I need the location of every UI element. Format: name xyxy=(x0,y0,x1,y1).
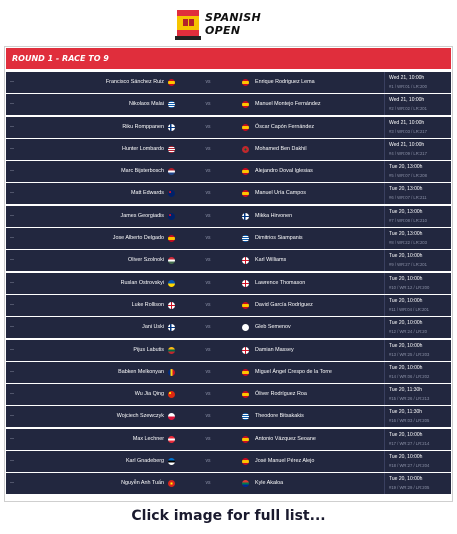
player-2-name: Dimitrios Siampanis xyxy=(255,235,303,242)
player-1-name: Jose Alberto Delgado xyxy=(112,235,164,242)
match-time: Tue 20, 10:00h xyxy=(389,297,423,304)
match-row[interactable] xyxy=(6,228,451,249)
match-info xyxy=(384,94,451,115)
match-meta: #5 / WR:07 / LR:208 xyxy=(389,173,427,179)
logo-wordmark xyxy=(205,11,261,37)
match-meta: #16 / WR:03 / LR:205 xyxy=(389,418,430,424)
player-1-name: Riku Romppanen xyxy=(122,123,164,130)
match-row[interactable] xyxy=(6,340,451,361)
score-cell: -- xyxy=(10,413,14,420)
china-flag-icon xyxy=(168,391,175,398)
lithuania-flag-icon xyxy=(168,347,175,354)
player-2-name: Antonio Vázquez Seoane xyxy=(255,435,316,442)
match-time: Tue 20, 10:00h xyxy=(389,275,423,282)
vs-label: vs xyxy=(205,368,211,375)
match-row[interactable] xyxy=(6,161,451,182)
match-meta: #14 / WR:06 / LR:202 xyxy=(389,373,430,379)
match-row[interactable] xyxy=(6,183,451,204)
draw-frame[interactable] xyxy=(4,46,453,502)
greece-flag-icon xyxy=(242,235,249,242)
player-2-name: Miguel Ángel Crespo de la Torre xyxy=(255,368,332,375)
player-2-name: Mikka Hirvonen xyxy=(255,212,293,219)
match-row[interactable] xyxy=(6,295,451,316)
spain-flag-icon xyxy=(242,190,249,197)
player-2-name: Gleb Semenov xyxy=(255,324,291,331)
romania-flag-icon xyxy=(168,369,175,376)
match-time: Tue 20, 11:30h xyxy=(389,387,423,394)
match-info xyxy=(384,473,451,494)
match-info xyxy=(384,340,451,361)
player-1-name: Wojciech Szewczyk xyxy=(116,413,164,420)
vs-label: vs xyxy=(205,301,211,308)
match-time: Tue 20, 10:00h xyxy=(389,454,423,461)
score-cell: -- xyxy=(10,145,14,152)
player-2-name: Manuel Uría Campos xyxy=(255,190,306,197)
finland-flag-icon xyxy=(168,124,175,131)
score-cell: -- xyxy=(10,235,14,242)
player-2-name: Theodore Bitsakakis xyxy=(255,413,304,420)
match-row[interactable] xyxy=(6,317,451,338)
match-meta: #2 / WR:02 / LR:201 xyxy=(389,106,427,112)
score-cell: -- xyxy=(10,324,14,331)
vs-label: vs xyxy=(205,145,211,152)
score-cell: -- xyxy=(10,279,14,286)
match-list xyxy=(6,72,451,496)
match-info xyxy=(384,273,451,294)
ukraine-flag-icon xyxy=(168,280,175,287)
player-1-name: Nikolaos Malai xyxy=(128,101,164,108)
netherlands-flag-icon xyxy=(168,168,175,175)
vs-label: vs xyxy=(205,79,211,85)
australia-flag-icon xyxy=(168,190,175,197)
score-cell: -- xyxy=(10,168,14,175)
match-row[interactable] xyxy=(6,139,451,160)
player-1-name: Matt Edwards xyxy=(131,190,164,197)
match-meta: #7 / WR:08 / LR:210 xyxy=(389,217,427,223)
score-cell: -- xyxy=(10,458,14,465)
vs-label: vs xyxy=(205,279,211,286)
player-2-name: Óscar Capón Fernández xyxy=(255,123,315,130)
spain-flag-icon xyxy=(242,436,249,443)
spanish-flag-badge-icon xyxy=(175,10,201,40)
match-meta: #1 / WR:01 / LR:200 xyxy=(389,84,427,89)
match-info xyxy=(384,161,451,182)
vs-label: vs xyxy=(205,168,211,175)
spain-flag-icon xyxy=(242,168,249,175)
match-time: Tue 20, 13:00h xyxy=(389,208,423,215)
england-flag-icon xyxy=(242,347,249,354)
player-1-name: Hunter Lombardo xyxy=(122,145,164,152)
player-2-name: José Manuel Pérez Alejo xyxy=(255,458,315,465)
match-time: Wed 21, 10:00h xyxy=(389,97,425,104)
match-meta: #12 / WR:24 / LR:20 xyxy=(389,329,427,335)
match-time: Tue 20, 10:00h xyxy=(389,320,423,327)
score-cell: -- xyxy=(10,368,14,375)
player-1-name: Max Lechner xyxy=(132,435,164,442)
match-row[interactable] xyxy=(6,406,451,427)
england-flag-icon xyxy=(242,280,249,287)
player-1-name: Luke Rollison xyxy=(131,301,164,308)
match-info xyxy=(384,206,451,227)
player-1-name: Karl Gnadeberg xyxy=(125,458,164,465)
spain-flag-icon xyxy=(168,79,175,86)
match-time: Tue 20, 13:00h xyxy=(389,164,423,171)
australia-flag-icon xyxy=(168,213,175,220)
match-time: Tue 20, 11:30h xyxy=(389,409,423,416)
match-row[interactable] xyxy=(6,362,451,383)
match-time: Wed 21, 10:00h xyxy=(389,119,425,126)
match-info xyxy=(384,384,451,405)
south-africa-flag-icon xyxy=(242,480,249,487)
player-1-name: Nguyễn Anh Tuấn xyxy=(121,480,164,487)
player-2-name: Mohamed Ben Dakhil xyxy=(255,145,307,152)
match-meta: #8 / WR:22 / LR:203 xyxy=(389,240,427,246)
player-2-name: Enrique Rodriguez Lema xyxy=(255,79,315,85)
match-row[interactable] xyxy=(6,72,451,93)
match-meta: #3 / WR:03 / LR:217 xyxy=(389,128,427,134)
vs-label: vs xyxy=(205,324,211,331)
match-time: Tue 20, 10:00h xyxy=(389,364,423,371)
match-time: Wed 21, 10:00h xyxy=(389,75,425,81)
match-row[interactable] xyxy=(6,250,451,271)
finland-flag-icon xyxy=(242,213,249,220)
spanish-open-logo xyxy=(175,10,285,40)
spain-flag-icon xyxy=(242,391,249,398)
greece-flag-icon xyxy=(242,413,249,420)
score-cell: -- xyxy=(10,212,14,219)
player-1-name: Wu Jia Qing xyxy=(134,391,164,398)
match-meta: #4 / WR:09 / LR:217 xyxy=(389,150,427,156)
vietnam-flag-icon xyxy=(168,480,175,487)
match-row[interactable] xyxy=(6,429,451,450)
usa-flag-icon xyxy=(168,146,175,153)
match-info xyxy=(384,228,451,249)
match-meta: #13 / WR:25 / LR:203 xyxy=(389,351,430,357)
match-time: Wed 21, 10:00h xyxy=(389,141,425,148)
spain-flag-icon xyxy=(242,302,249,309)
player-2-name: Lawrence Thomason xyxy=(255,279,306,286)
match-info xyxy=(384,451,451,472)
match-meta: #19 / WR:29 / LR:205 xyxy=(389,485,430,491)
score-cell: -- xyxy=(10,101,14,108)
player-2-name: Óliver Rodríguez Roa xyxy=(255,391,307,398)
spain-flag-icon xyxy=(168,235,175,242)
vs-label: vs xyxy=(205,257,211,264)
match-info xyxy=(384,250,451,271)
spain-flag-icon xyxy=(242,458,249,465)
estonia-flag-icon xyxy=(168,458,175,465)
score-cell: -- xyxy=(10,123,14,130)
player-2-name: Kyle Akaloa xyxy=(255,480,284,487)
vs-label: vs xyxy=(205,458,211,465)
player-1-name: Ruslan Ostrovskyi xyxy=(120,279,164,286)
player-2-name: Damian Massey xyxy=(255,346,294,353)
player-1-name: Francisco Sánchez Ruiz xyxy=(105,79,164,85)
match-meta: #17 / WR:27 / LR:214 xyxy=(389,440,430,446)
player-1-name: Jani Uski xyxy=(142,324,164,331)
vs-label: vs xyxy=(205,235,211,242)
match-meta: #6 / WR:07 / LR:211 xyxy=(389,195,427,201)
vs-label: vs xyxy=(205,346,211,353)
score-cell: -- xyxy=(10,391,14,398)
spain-flag-icon xyxy=(242,79,249,86)
player-2-name: Manuel Montejo Fernández xyxy=(255,101,321,108)
full-list-link[interactable]: Click image for full list... xyxy=(131,508,326,524)
match-row[interactable] xyxy=(6,94,451,115)
hungary-flag-icon xyxy=(168,257,175,264)
match-info xyxy=(384,362,451,383)
white-flag-icon xyxy=(242,324,249,331)
vs-label: vs xyxy=(205,101,211,108)
austria-flag-icon xyxy=(168,436,175,443)
match-row[interactable] xyxy=(6,273,451,294)
match-info xyxy=(384,406,451,427)
match-time: Tue 20, 10:00h xyxy=(389,342,423,349)
finland-flag-icon xyxy=(168,324,175,331)
match-row[interactable] xyxy=(6,117,451,138)
match-row[interactable] xyxy=(6,384,451,405)
match-info xyxy=(384,317,451,338)
match-meta: #18 / WR:27 / LR:204 xyxy=(389,463,430,469)
vs-label: vs xyxy=(205,212,211,219)
match-time: Tue 20, 10:00h xyxy=(389,431,423,438)
vs-label: vs xyxy=(205,413,211,420)
spain-flag-icon xyxy=(242,101,249,108)
match-info xyxy=(384,183,451,204)
player-2-name: Karl Williams xyxy=(255,257,287,264)
score-cell: -- xyxy=(10,190,14,197)
match-info xyxy=(384,139,451,160)
match-time: Tue 20, 13:00h xyxy=(389,231,423,238)
england-flag-icon xyxy=(168,302,175,309)
match-row[interactable] xyxy=(6,206,451,227)
player-1-name: Marc Bijsterbosch xyxy=(121,168,164,175)
score-cell: -- xyxy=(10,301,14,308)
player-1-name: Oliver Szolnoki xyxy=(128,257,164,264)
round-header: ROUND 1 - RACE TO 9 xyxy=(6,48,451,69)
match-meta: #11 / WR:04 / LR:201 xyxy=(389,306,429,312)
match-time: Tue 20, 10:00h xyxy=(389,253,423,260)
match-info xyxy=(384,117,451,138)
morocco-flag-icon xyxy=(242,146,249,153)
match-meta: #9 / WR:27 / LR:201 xyxy=(389,262,427,268)
score-cell: -- xyxy=(10,480,14,487)
score-cell: -- xyxy=(10,435,14,442)
player-1-name: Pijus Labutis xyxy=(133,346,164,353)
spain-flag-icon xyxy=(242,369,249,376)
score-cell: -- xyxy=(10,79,14,85)
score-cell: -- xyxy=(10,346,14,353)
vs-label: vs xyxy=(205,190,211,197)
vs-label: vs xyxy=(205,435,211,442)
greece-flag-icon xyxy=(168,101,175,108)
match-time: Tue 20, 13:00h xyxy=(389,186,423,193)
match-row[interactable] xyxy=(6,451,451,472)
player-1-name: Babken Melkonyan xyxy=(118,368,164,375)
player-2-name: Alejandro Doval Iglesias xyxy=(255,168,313,175)
vs-label: vs xyxy=(205,123,211,130)
match-info xyxy=(384,429,451,450)
player-1-name: James Georgiadis xyxy=(120,212,164,219)
player-2-name: David García Rodríguez xyxy=(255,301,313,308)
score-cell: -- xyxy=(10,257,14,264)
poland-flag-icon xyxy=(168,413,175,420)
vs-label: vs xyxy=(205,480,211,487)
logo-line-1: SPANISH xyxy=(205,11,262,24)
match-info xyxy=(384,72,451,93)
spain-flag-icon xyxy=(242,124,249,131)
match-row[interactable] xyxy=(6,473,451,494)
match-time: Tue 20, 10:00h xyxy=(389,476,423,483)
match-meta: #10 / WR:12 / LR:200 xyxy=(389,284,430,290)
england-flag-icon xyxy=(242,257,249,264)
match-info xyxy=(384,295,451,316)
match-meta: #15 / WR:26 / LR:213 xyxy=(389,396,430,402)
logo-line-2: OPEN xyxy=(205,24,241,37)
vs-label: vs xyxy=(205,391,211,398)
